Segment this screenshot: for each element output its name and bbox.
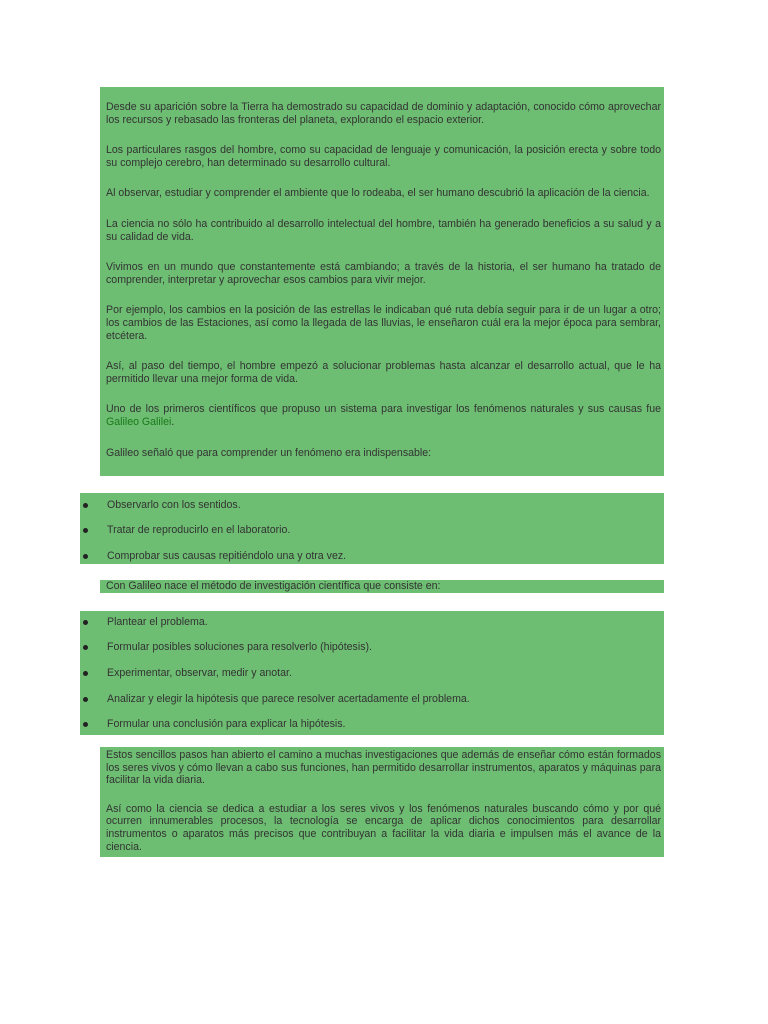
intro-paragraph-2: Los particulares rasgos del hombre, como su capacidad de lenguaje y comunicación, la posición erecta y sobre todo su complejo cerebro, han determinado su desarrollo cultural. — [106, 144, 661, 169]
list-item-text: Comprobar sus causas repitiéndolo una y otra vez. — [107, 550, 347, 562]
list-item — [80, 641, 664, 654]
galileo-requirements-list — [80, 493, 664, 564]
intro-paragraph-5: Vivimos en un mundo que constantemente está cambiando; a través de la historia, el ser humano ha tratado de comprender, interpretar y aprovechar esos cambios para vivir mejor. — [106, 261, 661, 286]
list-item — [80, 693, 664, 706]
list-item — [80, 550, 664, 563]
scientific-method-list — [80, 611, 664, 735]
list-item-text: Analizar y elegir la hipótesis que parece resolver acertadamente el problema. — [107, 693, 470, 705]
bullet-icon — [83, 645, 88, 650]
galileo-paragraph — [106, 403, 661, 428]
intro-paragraph-7: Así, al paso del tiempo, el hombre empezó a solucionar problemas hasta alcanzar el desarrollo actual, que le ha permitido llevar una mejor forma de vida. — [106, 360, 661, 385]
bullet-icon — [83, 722, 88, 727]
intro-paragraph-3: Al observar, estudiar y comprender el ambiente que lo rodeaba, el ser humano descubrió la aplicación de la ciencia. — [106, 187, 650, 200]
list-item-text: Observarlo con los sentidos. — [107, 499, 241, 511]
list-item — [80, 616, 664, 629]
galileo-said-paragraph: Galileo señaló que para comprender un fenómeno era indispensable: — [106, 446, 432, 459]
list-item-text: Formular una conclusión para explicar la hipótesis. — [107, 718, 346, 730]
list-item — [80, 718, 664, 731]
galileo-paragraph-text: Uno de los primeros científicos que propuso un sistema para investigar los fenómenos naturales y sus causas fue — [106, 403, 661, 416]
list-item — [80, 667, 664, 680]
list-item-text: Plantear el problema. — [107, 616, 208, 628]
bullet-icon — [83, 503, 88, 508]
bullet-icon — [83, 528, 88, 533]
list-item — [80, 499, 664, 512]
intro-section — [100, 87, 664, 476]
method-intro: Con Galileo nace el método de investigación científica que consiste en: — [100, 580, 664, 593]
list-item — [80, 524, 664, 537]
closing-paragraph-1: Estos sencillos pasos han abierto el camino a muchas investigaciones que además de enseñar cómo están formados los seres vivos y cómo llevan a cabo sus funciones, han permitido desarrollar instrumentos, aparatos y máquinas para facilitar la vida diaria. — [106, 749, 661, 787]
intro-paragraph-1: Desde su aparición sobre la Tierra ha demostrado su capacidad de dominio y adaptación, conocido cómo aprovechar los recursos y rebasado las fronteras del planeta, explorando el espacio exterior. — [106, 101, 661, 126]
closing-section — [100, 747, 664, 857]
galileo-galilei-link[interactable]: Galileo Galilei — [106, 415, 172, 428]
intro-paragraph-4: La ciencia no sólo ha contribuido al desarrollo intelectual del hombre, también ha generado beneficios a su salud y a su calidad de vida. — [106, 217, 661, 243]
bullet-icon — [83, 620, 88, 625]
closing-paragraph-2: Así como la ciencia se dedica a estudiar a los seres vivos y los fenómenos naturales buscando cómo y por qué ocurren innumerables procesos, la tecnología se encarga de aplicar dichos conocimientos para desarrollar instrumentos o aparatos más precisos que contribuyan a facilitar la vida diaria e impulsen más el avance de la ciencia. — [106, 802, 661, 853]
list-item-text: Experimentar, observar, medir y anotar. — [107, 667, 292, 679]
bullet-icon — [83, 554, 88, 559]
bullet-icon — [83, 671, 88, 676]
list-item-text: Formular posibles soluciones para resolverlo (hipótesis). — [107, 641, 372, 653]
bullet-icon — [83, 697, 88, 702]
galileo-paragraph-end: . — [171, 415, 175, 428]
intro-paragraph-6: Por ejemplo, los cambios en la posición de las estrellas le indicaban qué ruta debía seguir para ir de un lugar a otro; los cambios de las Estaciones, así como la llegada de las lluvias, le enseñaron cuál era la mejor época para sembrar, etcétera. — [106, 304, 661, 342]
list-item-text: Tratar de reproducirlo en el laboratorio. — [107, 524, 291, 536]
